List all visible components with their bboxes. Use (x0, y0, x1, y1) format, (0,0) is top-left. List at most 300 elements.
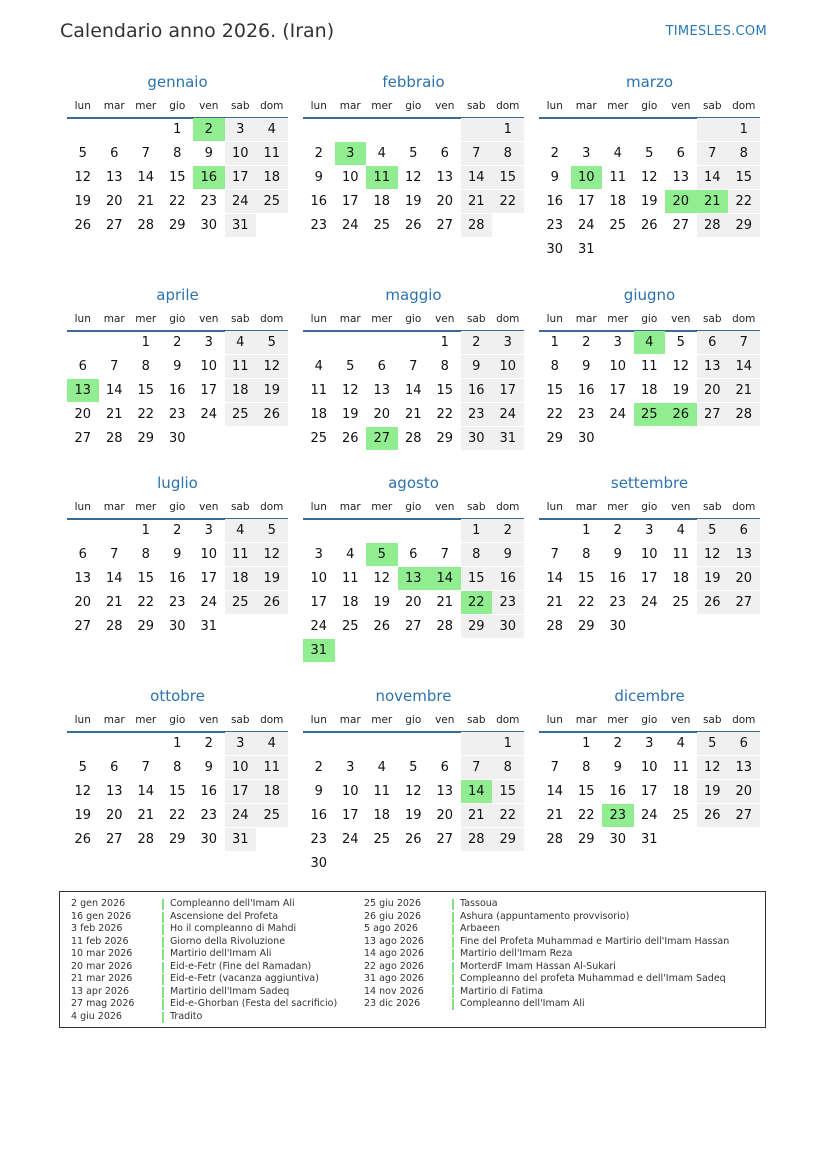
weekday-label: mer (607, 100, 629, 112)
day-cell: 24 (341, 832, 359, 847)
day-cell: 23 (200, 808, 218, 823)
legend-marker (452, 974, 454, 985)
day-cell: 27 (728, 804, 760, 827)
day-cell: 11 (256, 142, 288, 165)
legend-column-left (71, 898, 361, 1023)
day-cell: 26 (341, 431, 359, 446)
day-cell: 17 (310, 595, 328, 610)
day-cell: 12 (404, 170, 422, 185)
day-cell: 3 (346, 760, 355, 775)
day-cell: 1 (582, 736, 591, 751)
day-cell: 25 (373, 832, 391, 847)
day-cell: 22 (492, 804, 524, 827)
day-cell: 2 (613, 736, 622, 751)
weekday-label: lun (74, 714, 91, 726)
weekday-label: dom (260, 714, 284, 726)
day-cell: 9 (492, 543, 524, 566)
weekday-label: mar (339, 100, 361, 112)
day-cell: 22 (546, 407, 564, 422)
day-cell: 12 (341, 383, 359, 398)
day-cell: 4 (225, 331, 257, 354)
day-cell: 8 (492, 756, 524, 779)
day-cell: 8 (492, 142, 524, 165)
day-cell: 15 (168, 170, 186, 185)
weekday-label: gio (641, 501, 658, 513)
day-cell: 17 (492, 379, 524, 402)
day-cell: 31 (225, 828, 257, 851)
day-cell: 15 (137, 571, 155, 586)
day-cell: 10 (341, 170, 359, 185)
weekday-label: mar (103, 313, 125, 325)
day-cell: 26 (640, 218, 658, 233)
day-cell: 1 (141, 335, 150, 350)
day-cell: 14 (546, 784, 564, 799)
weekday-label: gio (641, 100, 658, 112)
holiday-day-cell: 31 (303, 639, 335, 662)
day-cell: 15 (492, 780, 524, 803)
legend-date: 5 ago 2026 (364, 923, 418, 934)
holiday-day-cell: 14 (461, 780, 493, 803)
legend-holiday-name: Giorno della Rivoluzione (170, 935, 286, 947)
day-cell: 11 (609, 170, 627, 185)
day-cell: 23 (168, 407, 186, 422)
day-cell: 5 (409, 760, 418, 775)
legend-holiday-name: MorterdF Imam Hassan Al-Sukari (460, 960, 616, 972)
page-title: Calendario anno 2026. (Iran) (60, 20, 335, 42)
legend-entry (71, 1011, 361, 1024)
day-cell: 25 (373, 218, 391, 233)
day-cell: 2 (492, 519, 524, 542)
day-cell: 13 (728, 543, 760, 566)
weekday-label: lun (546, 714, 563, 726)
day-cell: 30 (168, 619, 186, 634)
day-cell: 21 (461, 190, 493, 213)
day-cell: 18 (672, 784, 690, 799)
legend-date: 16 gen 2026 (71, 910, 132, 922)
weekday-label: mer (371, 714, 393, 726)
holiday-day-cell: 16 (193, 166, 225, 189)
weekday-label: mar (339, 714, 361, 726)
legend-date: 11 feb 2026 (71, 935, 129, 947)
day-cell: 25 (225, 403, 257, 426)
weekday-label: dom (496, 100, 520, 112)
legend-entry (71, 898, 361, 911)
day-cell: 21 (436, 595, 454, 610)
day-cell: 27 (672, 218, 690, 233)
day-cell: 8 (461, 543, 493, 566)
day-cell: 31 (225, 214, 257, 237)
day-cell: 15 (728, 166, 760, 189)
day-cell: 13 (105, 784, 123, 799)
day-cell: 3 (204, 335, 213, 350)
legend-date: 13 ago 2026 (364, 935, 424, 947)
weekday-label: mar (103, 501, 125, 513)
day-cell: 13 (728, 756, 760, 779)
day-cell: 13 (436, 170, 454, 185)
holiday-day-cell: 11 (366, 166, 398, 189)
day-cell: 6 (728, 519, 760, 542)
legend-holiday-name: Fine del Profeta Muhammad e Martirio dell'Imam Hassan (460, 935, 730, 947)
day-cell: 25 (256, 804, 288, 827)
weekday-label: ven (199, 714, 219, 726)
day-cell: 1 (492, 732, 524, 755)
day-cell: 19 (74, 194, 92, 209)
day-cell: 22 (137, 407, 155, 422)
day-cell: 4 (377, 760, 386, 775)
weekday-label: dom (732, 501, 756, 513)
day-cell: 2 (314, 146, 323, 161)
holiday-day-cell: 14 (429, 567, 461, 590)
day-cell: 16 (168, 571, 186, 586)
day-cell: 18 (256, 166, 288, 189)
legend-date: 13 apr 2026 (71, 985, 130, 997)
legend-entry (71, 998, 361, 1011)
day-cell: 19 (256, 379, 288, 402)
day-cell: 13 (105, 170, 123, 185)
legend-marker (452, 962, 454, 973)
day-cell: 8 (173, 146, 182, 161)
legend-holiday-name: Martirio dell'Imam Reza (460, 948, 573, 959)
day-cell: 23 (609, 595, 627, 610)
day-cell: 20 (728, 567, 760, 590)
day-cell: 27 (436, 218, 454, 233)
day-cell: 12 (697, 756, 729, 779)
day-cell: 7 (141, 760, 150, 775)
weekday-label: lun (546, 100, 563, 112)
day-cell: 11 (256, 756, 288, 779)
day-cell: 6 (78, 359, 87, 374)
day-cell: 4 (676, 523, 685, 538)
day-cell: 29 (492, 828, 524, 851)
day-cell: 7 (461, 142, 493, 165)
day-cell: 18 (640, 383, 658, 398)
day-cell: 8 (550, 359, 559, 374)
weekday-label: ven (199, 313, 219, 325)
day-cell: 27 (105, 832, 123, 847)
day-cell: 15 (137, 383, 155, 398)
weekday-label: mar (575, 501, 597, 513)
day-cell: 26 (404, 832, 422, 847)
legend-holiday-name: Martirio dell'Imam Ali (170, 948, 272, 959)
day-cell: 29 (577, 832, 595, 847)
day-cell: 3 (204, 523, 213, 538)
day-cell: 13 (74, 571, 92, 586)
holiday-day-cell: 23 (602, 804, 634, 827)
day-cell: 9 (550, 170, 559, 185)
legend-marker (452, 912, 454, 923)
day-cell: 5 (409, 146, 418, 161)
day-cell: 16 (577, 383, 595, 398)
holiday-day-cell: 10 (571, 166, 603, 189)
month-name: gennaio (147, 73, 208, 91)
day-cell: 3 (225, 118, 257, 141)
month-name: giugno (623, 286, 676, 304)
day-cell: 23 (310, 218, 328, 233)
day-cell: 22 (436, 407, 454, 422)
holiday-day-cell: 13 (398, 567, 430, 590)
day-cell: 18 (373, 808, 391, 823)
weekday-label: mer (607, 501, 629, 513)
day-cell: 2 (461, 331, 493, 354)
weekday-label: gio (169, 100, 186, 112)
brand-logo-text[interactable]: TIMESLES.COM (665, 24, 767, 39)
day-cell: 29 (461, 615, 493, 638)
month-name: novembre (375, 687, 452, 705)
legend-marker (452, 937, 454, 948)
day-cell: 11 (640, 359, 658, 374)
legend-date: 31 ago 2026 (364, 973, 424, 984)
weekday-label: mar (575, 100, 597, 112)
day-cell: 13 (697, 355, 729, 378)
day-cell: 30 (200, 218, 218, 233)
day-cell: 26 (697, 804, 729, 827)
day-cell: 22 (577, 808, 595, 823)
day-cell: 16 (168, 383, 186, 398)
day-cell: 20 (74, 407, 92, 422)
weekday-label: mar (339, 313, 361, 325)
day-cell: 22 (728, 190, 760, 213)
day-cell: 11 (373, 784, 391, 799)
legend-date: 20 mar 2026 (71, 960, 133, 972)
day-cell: 12 (74, 784, 92, 799)
day-cell: 14 (697, 166, 729, 189)
legend-date: 14 ago 2026 (364, 948, 424, 959)
day-cell: 23 (168, 595, 186, 610)
weekday-label: dom (496, 313, 520, 325)
day-cell: 31 (492, 427, 524, 450)
day-cell: 5 (645, 146, 654, 161)
day-cell: 20 (697, 379, 729, 402)
day-cell: 30 (200, 832, 218, 847)
day-cell: 19 (640, 194, 658, 209)
day-cell: 24 (609, 407, 627, 422)
day-cell: 11 (310, 383, 328, 398)
day-cell: 23 (546, 218, 564, 233)
day-cell: 14 (461, 166, 493, 189)
day-cell: 8 (728, 142, 760, 165)
legend-entry (364, 898, 764, 911)
day-cell: 7 (440, 547, 449, 562)
weekday-label: gio (169, 501, 186, 513)
day-cell: 28 (137, 218, 155, 233)
day-cell: 26 (74, 832, 92, 847)
legend-date: 14 nov 2026 (364, 985, 424, 997)
legend-marker (162, 949, 164, 960)
day-cell: 16 (609, 571, 627, 586)
day-cell: 1 (582, 523, 591, 538)
day-cell: 7 (141, 146, 150, 161)
day-cell: 12 (697, 543, 729, 566)
day-cell: 15 (546, 383, 564, 398)
day-cell: 19 (74, 808, 92, 823)
legend-column-right (364, 898, 764, 1011)
day-cell: 22 (492, 190, 524, 213)
month-name: agosto (388, 474, 439, 492)
day-cell: 14 (105, 383, 123, 398)
weekday-label: dom (260, 501, 284, 513)
weekday-label: sab (702, 100, 722, 112)
day-cell: 20 (728, 780, 760, 803)
month-name: febbraio (382, 73, 445, 91)
day-cell: 12 (256, 543, 288, 566)
weekday-label: ven (671, 313, 691, 325)
day-cell: 14 (404, 383, 422, 398)
day-cell: 23 (577, 407, 595, 422)
legend-marker (162, 937, 164, 948)
day-cell: 24 (577, 218, 595, 233)
day-cell: 12 (404, 784, 422, 799)
day-cell: 5 (78, 760, 87, 775)
legend-holiday-name: Martirio di Fatima (460, 985, 544, 997)
day-cell: 23 (200, 194, 218, 209)
day-cell: 29 (168, 218, 186, 233)
day-cell: 17 (200, 383, 218, 398)
day-cell: 31 (640, 832, 658, 847)
day-cell: 28 (728, 403, 760, 426)
day-cell: 17 (640, 784, 658, 799)
day-cell: 26 (697, 591, 729, 614)
day-cell: 29 (137, 619, 155, 634)
day-cell: 20 (105, 194, 123, 209)
day-cell: 2 (204, 736, 213, 751)
day-cell: 19 (672, 383, 690, 398)
weekday-label: ven (671, 100, 691, 112)
day-cell: 28 (546, 619, 564, 634)
day-cell: 2 (314, 760, 323, 775)
day-cell: 22 (137, 595, 155, 610)
weekday-label: ven (435, 313, 455, 325)
day-cell: 12 (74, 170, 92, 185)
weekday-label: gio (405, 501, 422, 513)
weekday-label: gio (169, 313, 186, 325)
day-cell: 6 (676, 146, 685, 161)
legend-date: 27 mag 2026 (71, 998, 135, 1009)
weekday-label: sab (466, 100, 486, 112)
day-cell: 17 (200, 571, 218, 586)
day-cell: 15 (461, 567, 493, 590)
weekday-label: lun (74, 313, 91, 325)
day-cell: 17 (640, 571, 658, 586)
day-cell: 2 (550, 146, 559, 161)
weekday-label: mar (339, 501, 361, 513)
weekday-label: dom (260, 100, 284, 112)
day-cell: 21 (137, 194, 155, 209)
day-cell: 17 (609, 383, 627, 398)
day-cell: 1 (461, 519, 493, 542)
weekday-label: sab (702, 313, 722, 325)
day-cell: 21 (546, 595, 564, 610)
day-cell: 30 (577, 431, 595, 446)
day-cell: 5 (697, 519, 729, 542)
day-cell: 9 (613, 547, 622, 562)
day-cell: 4 (676, 736, 685, 751)
day-cell: 27 (105, 218, 123, 233)
legend-marker (162, 924, 164, 935)
day-cell: 29 (546, 431, 564, 446)
day-cell: 12 (256, 355, 288, 378)
month-name: luglio (157, 474, 198, 492)
holiday-day-cell: 2 (193, 118, 225, 141)
holiday-day-cell: 4 (634, 331, 666, 354)
legend-entry (71, 973, 361, 986)
day-cell: 16 (310, 194, 328, 209)
day-cell: 25 (310, 431, 328, 446)
day-cell: 8 (440, 359, 449, 374)
day-cell: 6 (78, 547, 87, 562)
day-cell: 5 (256, 519, 288, 542)
holiday-legend (59, 891, 766, 1028)
month-name: settembre (610, 474, 689, 492)
day-cell: 26 (74, 218, 92, 233)
day-cell: 25 (341, 619, 359, 634)
day-cell: 5 (78, 146, 87, 161)
day-cell: 4 (256, 732, 288, 755)
day-cell: 1 (550, 335, 559, 350)
weekday-label: gio (405, 313, 422, 325)
day-cell: 3 (492, 331, 524, 354)
day-cell: 14 (137, 784, 155, 799)
day-cell: 25 (256, 190, 288, 213)
day-cell: 24 (310, 619, 328, 634)
day-cell: 10 (310, 571, 328, 586)
weekday-label: lun (310, 313, 327, 325)
weekday-label: sab (230, 100, 250, 112)
day-cell: 15 (436, 383, 454, 398)
legend-entry (364, 961, 764, 974)
day-cell: 21 (546, 808, 564, 823)
weekday-label: ven (671, 714, 691, 726)
day-cell: 30 (461, 427, 493, 450)
weekday-label: dom (732, 714, 756, 726)
weekday-label: lun (74, 501, 91, 513)
legend-holiday-name: Martirio dell'Imam Sadeq (170, 985, 290, 997)
day-cell: 16 (609, 784, 627, 799)
day-cell: 9 (204, 146, 213, 161)
day-cell: 6 (409, 547, 418, 562)
weekday-label: gio (405, 100, 422, 112)
day-cell: 4 (225, 519, 257, 542)
weekday-label: gio (169, 714, 186, 726)
weekday-label: lun (310, 100, 327, 112)
legend-marker (162, 974, 164, 985)
day-cell: 18 (341, 595, 359, 610)
legend-holiday-name: Tradito (170, 1010, 203, 1022)
day-cell: 15 (168, 784, 186, 799)
holiday-day-cell: 26 (665, 403, 697, 426)
day-cell: 1 (728, 118, 760, 141)
holiday-day-cell: 3 (335, 142, 367, 165)
month-name: marzo (625, 73, 674, 91)
day-cell: 5 (697, 732, 729, 755)
weekday-label: mer (135, 714, 157, 726)
legend-entry (364, 998, 764, 1011)
day-cell: 27 (74, 619, 92, 634)
day-cell: 11 (672, 547, 690, 562)
day-cell: 9 (204, 760, 213, 775)
day-cell: 6 (440, 760, 449, 775)
weekday-label: sab (702, 714, 722, 726)
day-cell: 16 (492, 567, 524, 590)
empty-weekend-cell (461, 118, 493, 141)
day-cell: 28 (546, 832, 564, 847)
day-cell: 18 (225, 567, 257, 590)
day-cell: 28 (137, 832, 155, 847)
day-cell: 14 (137, 170, 155, 185)
day-cell: 30 (546, 242, 564, 257)
day-cell: 2 (173, 335, 182, 350)
day-cell: 27 (404, 619, 422, 634)
day-cell: 4 (346, 547, 355, 562)
